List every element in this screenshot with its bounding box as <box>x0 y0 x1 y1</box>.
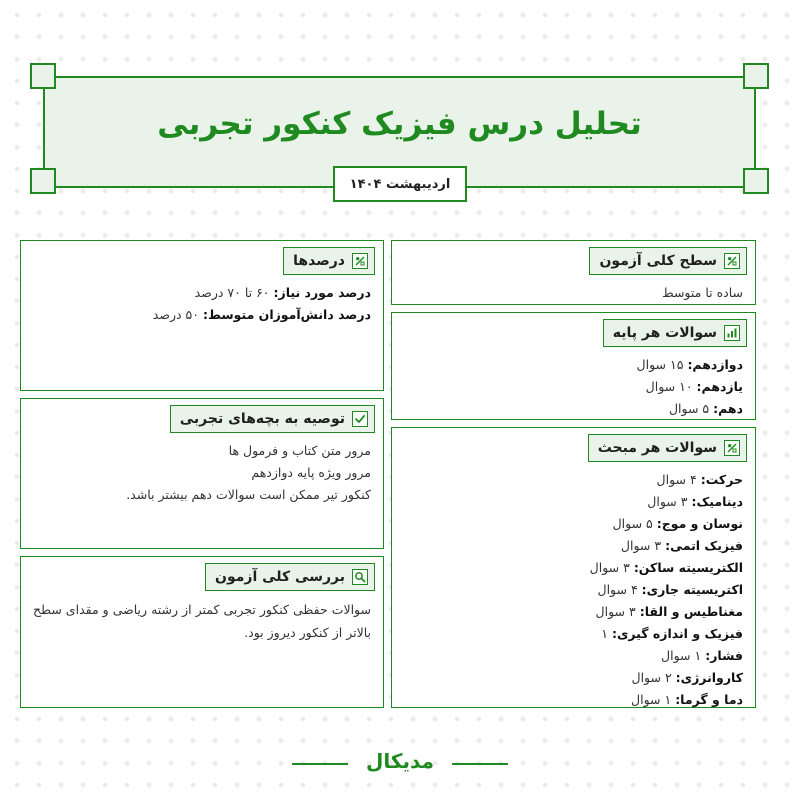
advice-line: کنکور تیر ممکن است سوالات دهم بیشتر باشد. <box>126 487 371 502</box>
check-square-icon <box>352 411 368 427</box>
date-badge: اردیبهشت ۱۴۰۴ <box>333 166 467 202</box>
checklist-icon <box>724 253 740 269</box>
card-questions-per-topic <box>391 427 756 708</box>
brand-logo: مدیکال <box>366 749 434 773</box>
banner-corner-top-left <box>30 63 56 89</box>
card-advice-body <box>33 440 371 506</box>
list-item: نوسان و موج: ۵ سوال <box>612 516 743 531</box>
card-questions-per-grade <box>391 312 756 420</box>
card-questions-per-topic-title: سوالات هر مبحث <box>597 440 717 456</box>
card-exam-review <box>20 556 384 708</box>
card-questions-per-grade-header <box>603 319 747 347</box>
card-questions-per-topic-header <box>588 434 747 462</box>
list-item: مغناطیس و القا: ۳ سوال <box>595 604 743 619</box>
list-item: فشار: ۱ سوال <box>661 648 743 663</box>
list-item: دوازدهم: ۱۵ سوال <box>636 357 743 372</box>
card-questions-per-grade-title: سوالات هر پایه <box>612 325 717 341</box>
card-advice-header <box>170 405 375 433</box>
card-exam-review-header <box>205 563 375 591</box>
list-item: الکتریسیته ساکن: ۳ سوال <box>589 560 743 575</box>
banner-corner-bottom-left <box>30 168 56 194</box>
list-item: فیزیک و اندازه گیری: ۱ <box>601 626 743 641</box>
card-advice-title: توصیه به بچه‌های تجربی <box>179 411 345 427</box>
list-item: حرکت: ۴ سوال <box>656 472 743 487</box>
list-item: درصد دانش‌آموزان متوسط: ۵۰ درصد <box>152 307 371 322</box>
list-item: کاروانرژی: ۲ سوال <box>631 670 743 685</box>
card-percentages <box>20 240 384 391</box>
exam-level-text: ساده تا متوسط <box>662 285 743 300</box>
card-exam-level-body <box>404 282 743 304</box>
list-item: دینامیک: ۳ سوال <box>647 494 743 509</box>
search-icon <box>352 569 368 585</box>
list-item: یازدهم: ۱۰ سوال <box>645 379 743 394</box>
list-item: دما و گرما: ۱ سوال <box>631 692 743 707</box>
card-exam-level-title: سطح کلی آزمون <box>599 253 717 269</box>
list-item: فیزیک اتمی: ۳ سوال <box>620 538 743 553</box>
card-exam-review-body <box>33 598 371 644</box>
list-item: درصد مورد نیاز: ۶۰ تا ۷۰ درصد <box>194 285 371 300</box>
list-item: دهم: ۵ سوال <box>668 401 743 416</box>
banner-corner-bottom-right <box>743 168 769 194</box>
checklist-icon <box>352 253 368 269</box>
list-item: اکتریسیته جاری: ۴ سوال <box>597 582 743 597</box>
card-percentages-header <box>283 247 375 275</box>
card-exam-level-header <box>589 247 747 275</box>
card-exam-level <box>391 240 756 305</box>
brand-divider-right <box>452 763 508 765</box>
card-advice <box>20 398 384 549</box>
card-percentages-title: درصدها <box>293 253 345 269</box>
exam-review-text: سوالات حفظی کنکور تجربی کمتر از رشته ریاضی و مقدای سطح بالاتر از کنکور دیروز بود. <box>33 602 371 640</box>
card-percentages-body <box>33 282 371 326</box>
bar-chart-icon <box>724 325 740 341</box>
brand-divider-left <box>292 763 348 765</box>
advice-line: مرور متن کتاب و فرمول ها <box>228 443 371 458</box>
checklist-icon <box>724 440 740 456</box>
page-title: تحلیل درس فیزیک کنکور تجربی <box>157 106 642 142</box>
card-exam-review-title: بررسی کلی آزمون <box>215 569 345 585</box>
card-questions-per-grade-body <box>404 354 743 420</box>
banner-corner-top-right <box>743 63 769 89</box>
advice-line: مرور ویژه پایه دوازدهم <box>251 465 371 480</box>
card-questions-per-topic-body <box>404 469 743 711</box>
